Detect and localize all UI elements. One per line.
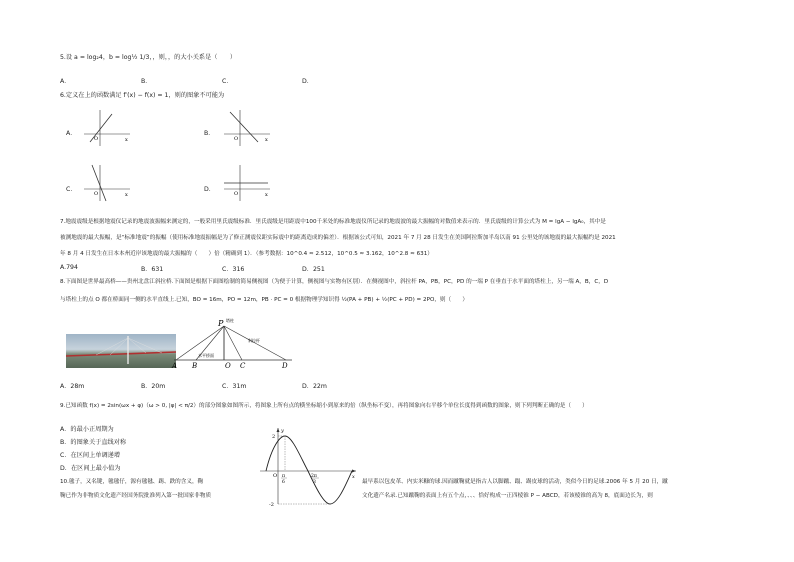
q8-option-b: B．20m: [141, 383, 166, 390]
q9-y-label: y: [281, 428, 284, 434]
svg-text:O: O: [94, 191, 99, 197]
q7-line-2: 被测地震的最大振幅，是“标准地震”的振幅（使用标准地震振幅是为了修正测震仪距实际震中的距离造成的偏差）．根据该公式可知，2021 年 7 月 28 日发生在美国阿拉斯加半岛以南 91 公里处的该地震的最大振幅约是 2021: [60, 235, 616, 241]
q6-stem: 6.定义在上的函数满足 f′(x) − f(x) = 1，则的图象不可能为: [60, 92, 225, 99]
q6-graph-a: [80, 108, 132, 148]
q6-a-x: x: [125, 137, 128, 143]
q9-x-label: x: [352, 474, 355, 480]
q10-right-2: 文化遗产名录.已知蹴鞠的表面上有五个点，、、、恰好构成一正四棱锥 P − ABCD，若该棱锥的高为 8，底面边长为，则: [362, 493, 653, 499]
q8-option-a: A．28m: [60, 383, 85, 390]
q10-line-2: 鞠已作为非物质文化遗产经国务院批准列入第一批国家非物质: [60, 493, 212, 499]
svg-text:x: x: [265, 192, 268, 198]
svg-text:x: x: [265, 137, 268, 143]
q9-option-b: B．的图象关于直线对称: [60, 439, 127, 446]
q6-graph-c: [80, 163, 132, 203]
q8-line-2: 与塔柱上的点 O 都在桥面同一侧的水平直线上.已知，BO = 16m，PO = 12m，PB · PC = 0 根据物理学知识得 ½(PA + PB) + ½(PC + PD) = 2PO，则（ ）: [60, 297, 468, 303]
q7-line-1: 7.地震震级是根据地震仪记录的地震波振幅来测定的，一般采用里氏震级标准．里氏震级是用距震中100千米处的标准地震仪所记录的地震波的最大振幅的对数值来表示的．里氏震级的计算公式为 M = lgA − lgA₀，其中是: [60, 219, 606, 225]
label-deck: 水平桥面: [198, 353, 214, 358]
q6-option-c: C．: [66, 186, 77, 193]
label-tower: 塔柱: [226, 318, 234, 323]
q6-a-origin: O: [94, 136, 99, 142]
q6-option-b: B．: [204, 130, 215, 137]
q9-option-a: A．的最小正周期为: [60, 426, 114, 433]
q8-option-c: C．31m: [222, 383, 247, 390]
q7-line-3: 年 8 月 4 日发生在日本本州近岸该地震的最大振幅的（ ）倍（精确到 1）．（参考数据：10^0.4 ≈ 2.512，10^0.5 ≈ 3.162，10^2.8 ≈ 631）: [60, 251, 433, 257]
q6-option-d: D．: [204, 186, 215, 193]
q10-right-1: 最早系以包皮革、内实米糠的球.因而蹴鞠就是指古人以脚蹴、蹋、踢皮球的活动，类似今日的足球.2006 年 5 月 20 日，蹴: [362, 479, 668, 485]
q9-option-c: C．在区间上单调递增: [60, 452, 121, 459]
q6-graph-b: [220, 108, 272, 148]
label-a: A: [172, 362, 178, 370]
q9-line-1: 9.已知函数 f(x) = 2sin(ωx + φ)（ω > 0, |φ| < π/2）的部分图象如图所示，将图象上所有点的横坐标缩小到原来的倍（纵坐标不变），再将图象向右平移个单位长度得到函数的图象，则下列判断正确的是（ ）: [60, 403, 588, 409]
q9-two-label: 2: [272, 434, 276, 440]
q9-neg-two-label: -2: [269, 502, 274, 506]
q9-pi-6-den: 6: [282, 480, 285, 485]
q8-option-d: D．22m: [302, 383, 327, 390]
q7-option-b: B．631: [141, 266, 164, 273]
label-d: D: [282, 362, 288, 370]
q5-option-a: A．: [60, 78, 71, 85]
svg-text:O: O: [234, 136, 239, 142]
q9-sine-graph: [256, 426, 360, 506]
svg-text:x: x: [125, 192, 128, 198]
label-c: C: [240, 362, 246, 370]
q7-option-d: D．251: [302, 266, 325, 273]
q5-stem: 5.设 a = log₂4，b = log½ 1/3，，则，，的大小关系是（ ）: [60, 54, 237, 61]
label-o: O: [225, 362, 231, 370]
label-b: B: [192, 362, 198, 370]
q8-line-1: 8.下面图是世界最高桥——贵州北盘江斜拉桥.下面图是根据下面图绘制的简易侧视图（为便于计算，侧视图与实物有区别）．在侧视图中，斜拉杆 PA，PB，PC，PD 的一端 P 在垂直于水平面的塔柱上，另一端 A，B，C，D: [60, 279, 609, 285]
q6-option-a: A．: [66, 130, 77, 137]
q7-option-a: A.794: [60, 264, 78, 271]
bridge-side-view-diagram: [170, 316, 300, 372]
q6-graph-d: [220, 163, 272, 203]
label-cable: 斜拉杆: [248, 338, 260, 343]
q7-option-c: C．316: [222, 266, 245, 273]
q10-line-1: 10.毽子，又名键，毽毽仔，源有毽毽、踢、跌的含义，鞠: [60, 479, 204, 485]
q5-option-b: B．: [141, 78, 152, 85]
q9-2pi-3-den: 3: [313, 480, 316, 485]
label-p: P: [218, 319, 224, 328]
bridge-photo: [66, 334, 176, 368]
q9-origin-label: O: [273, 473, 278, 479]
q5-option-c: C．: [222, 78, 233, 85]
q5-option-d: D．: [302, 78, 313, 85]
q9-pi-6-num: π: [282, 474, 285, 479]
q9-option-d: D．在区间上最小值为: [60, 465, 121, 472]
svg-text:O: O: [234, 191, 239, 197]
q9-2pi-3-num: 2π: [311, 474, 317, 479]
